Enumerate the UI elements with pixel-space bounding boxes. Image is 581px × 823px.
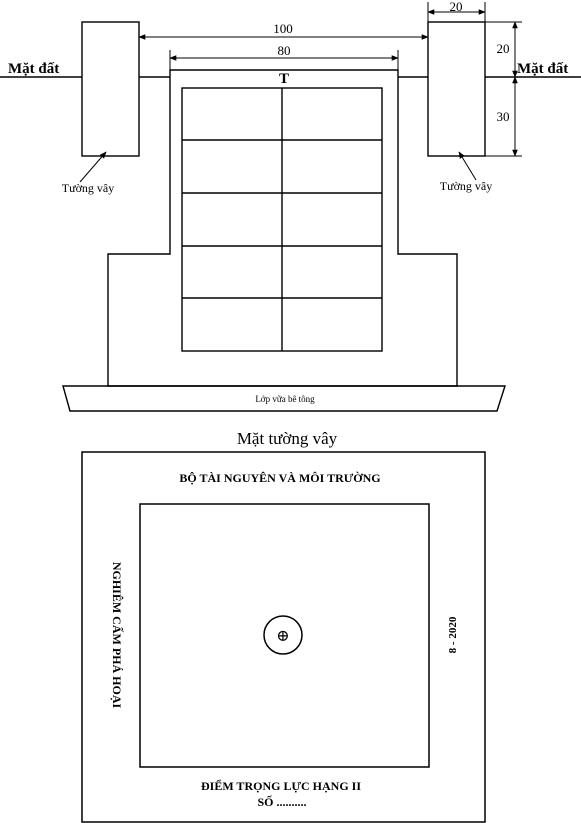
concrete-base-label: Lớp vữa bê tông <box>255 394 315 404</box>
face-right-text: 8 - 2020 <box>447 616 459 654</box>
dim-label-wall-width: 20 <box>449 0 463 14</box>
dim-label-above-ground: 20 <box>496 41 510 56</box>
face-view-title: Mặt tường vây <box>236 429 338 448</box>
face-left-text: NGHIÊM CẤM PHÁ HOẠI <box>110 561 124 709</box>
fence-label-right: Tường vây <box>439 179 493 193</box>
ground-label-right: Mặt đất <box>517 61 569 77</box>
fence-label-left: Tường vây <box>61 181 115 195</box>
face-top-text: BỘ TÀI NGUYÊN VÀ MÔI TRƯỜNG <box>179 471 381 485</box>
dim-label-inner-width: 80 <box>277 43 291 58</box>
top-marker-label: T <box>278 71 290 87</box>
section-view <box>0 2 581 411</box>
dim-label-outer-width: 100 <box>273 21 293 36</box>
fence-wall-left <box>82 22 139 156</box>
face-number-text: SỐ .......... <box>257 795 307 809</box>
face-bottom-text: ĐIỂM TRỌNG LỰC HẠNG II <box>200 779 362 793</box>
benchmark-symbol-icon: ⊕ <box>276 628 290 645</box>
dim-label-below-ground: 30 <box>496 109 510 124</box>
ground-label-left: Mặt đất <box>8 61 60 77</box>
fence-wall-right <box>428 22 485 156</box>
